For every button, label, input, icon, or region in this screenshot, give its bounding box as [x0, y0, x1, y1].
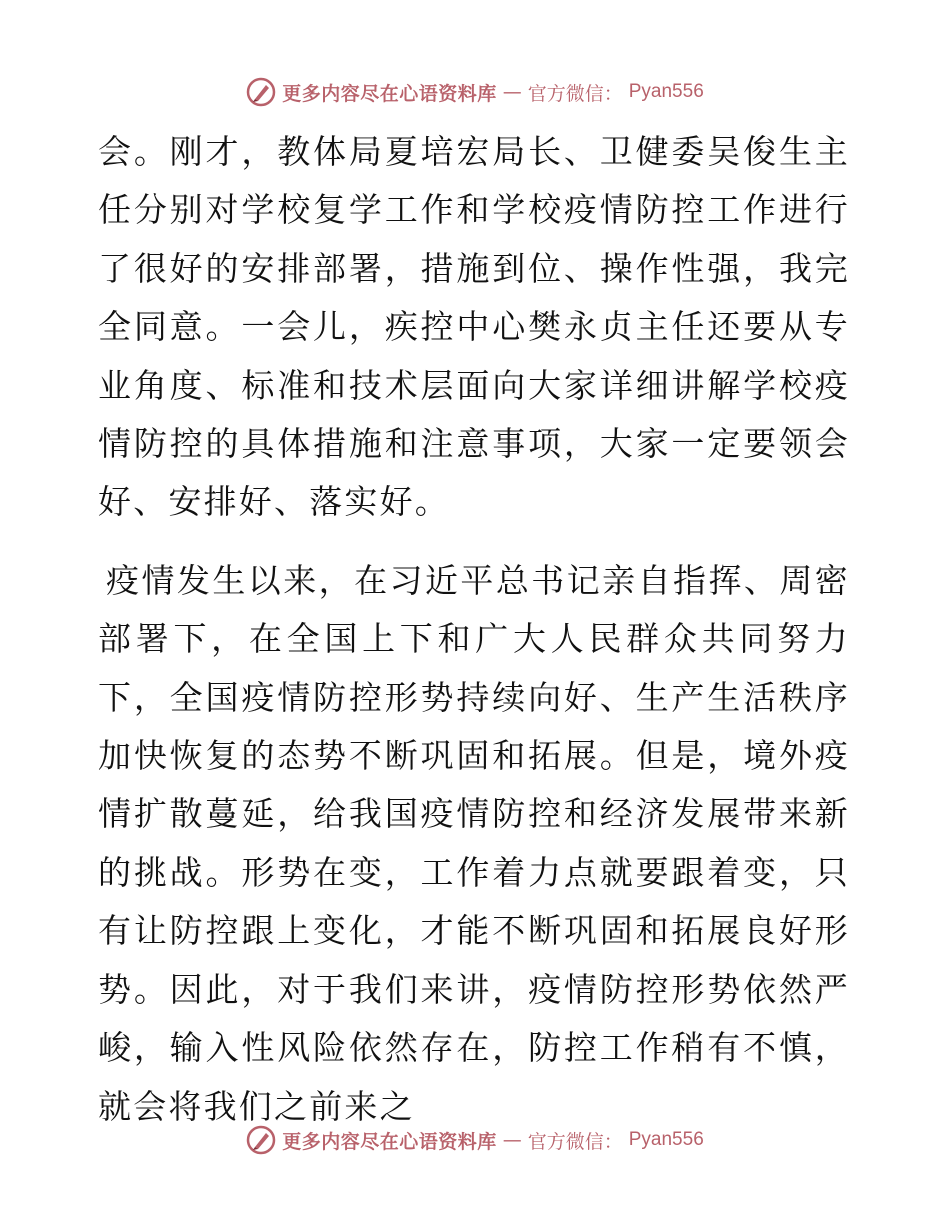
header-watermark [0, 72, 950, 112]
watermark-wechat-id: Pyan556 [628, 81, 704, 102]
watermark-text: 更多内容尽在心语资料库 [282, 1130, 497, 1153]
watermark-separator: — [502, 1129, 522, 1151]
watermark-wechat-id: Pyan556 [628, 1129, 704, 1150]
watermark-wechat-label: 官方微信： [527, 82, 623, 105]
pen-logo-icon [246, 77, 276, 107]
watermark-text: 更多内容尽在心语资料库 [282, 82, 497, 105]
document-body [98, 123, 850, 1136]
watermark-wechat-label: 官方微信： [527, 1130, 623, 1153]
watermark-separator: — [502, 81, 522, 103]
paragraph-2: 疫情发生以来，在习近平总书记亲自指挥、周密部署下，在全国上下和广大人民群众共同努力下，全国疫情防控形势持续向好、生产生活秩序加快恢复的态势不断巩固和拓展。但是，境外疫情扩散蔓延，给我国疫情防控和经济发展带来新的挑战。形势在变，工作着力点就要跟着变，只有让防控跟上变化，才能不断巩固和拓展良好形势。因此，对于我们来讲，疫情防控形势依然严峻，输入性风险依然存在，防控工作稍有不慎，就会将我们之前来之 [98, 560, 850, 1126]
footer-watermark [0, 1120, 950, 1160]
paragraph-1: 会。刚才，教体局夏培宏局长、卫健委吴俊生主任分别对学校复学工作和学校疫情防控工作进行了很好的安排部署，措施到位、操作性强，我完全同意。一会儿，疾控中心樊永贞主任还要从专业角度、标准和技术层面向大家详细讲解学校疫情防控的具体措施和注意事项，大家一定要领会好、安排好、落实好。 [98, 132, 850, 522]
pen-logo-icon [246, 1125, 276, 1155]
